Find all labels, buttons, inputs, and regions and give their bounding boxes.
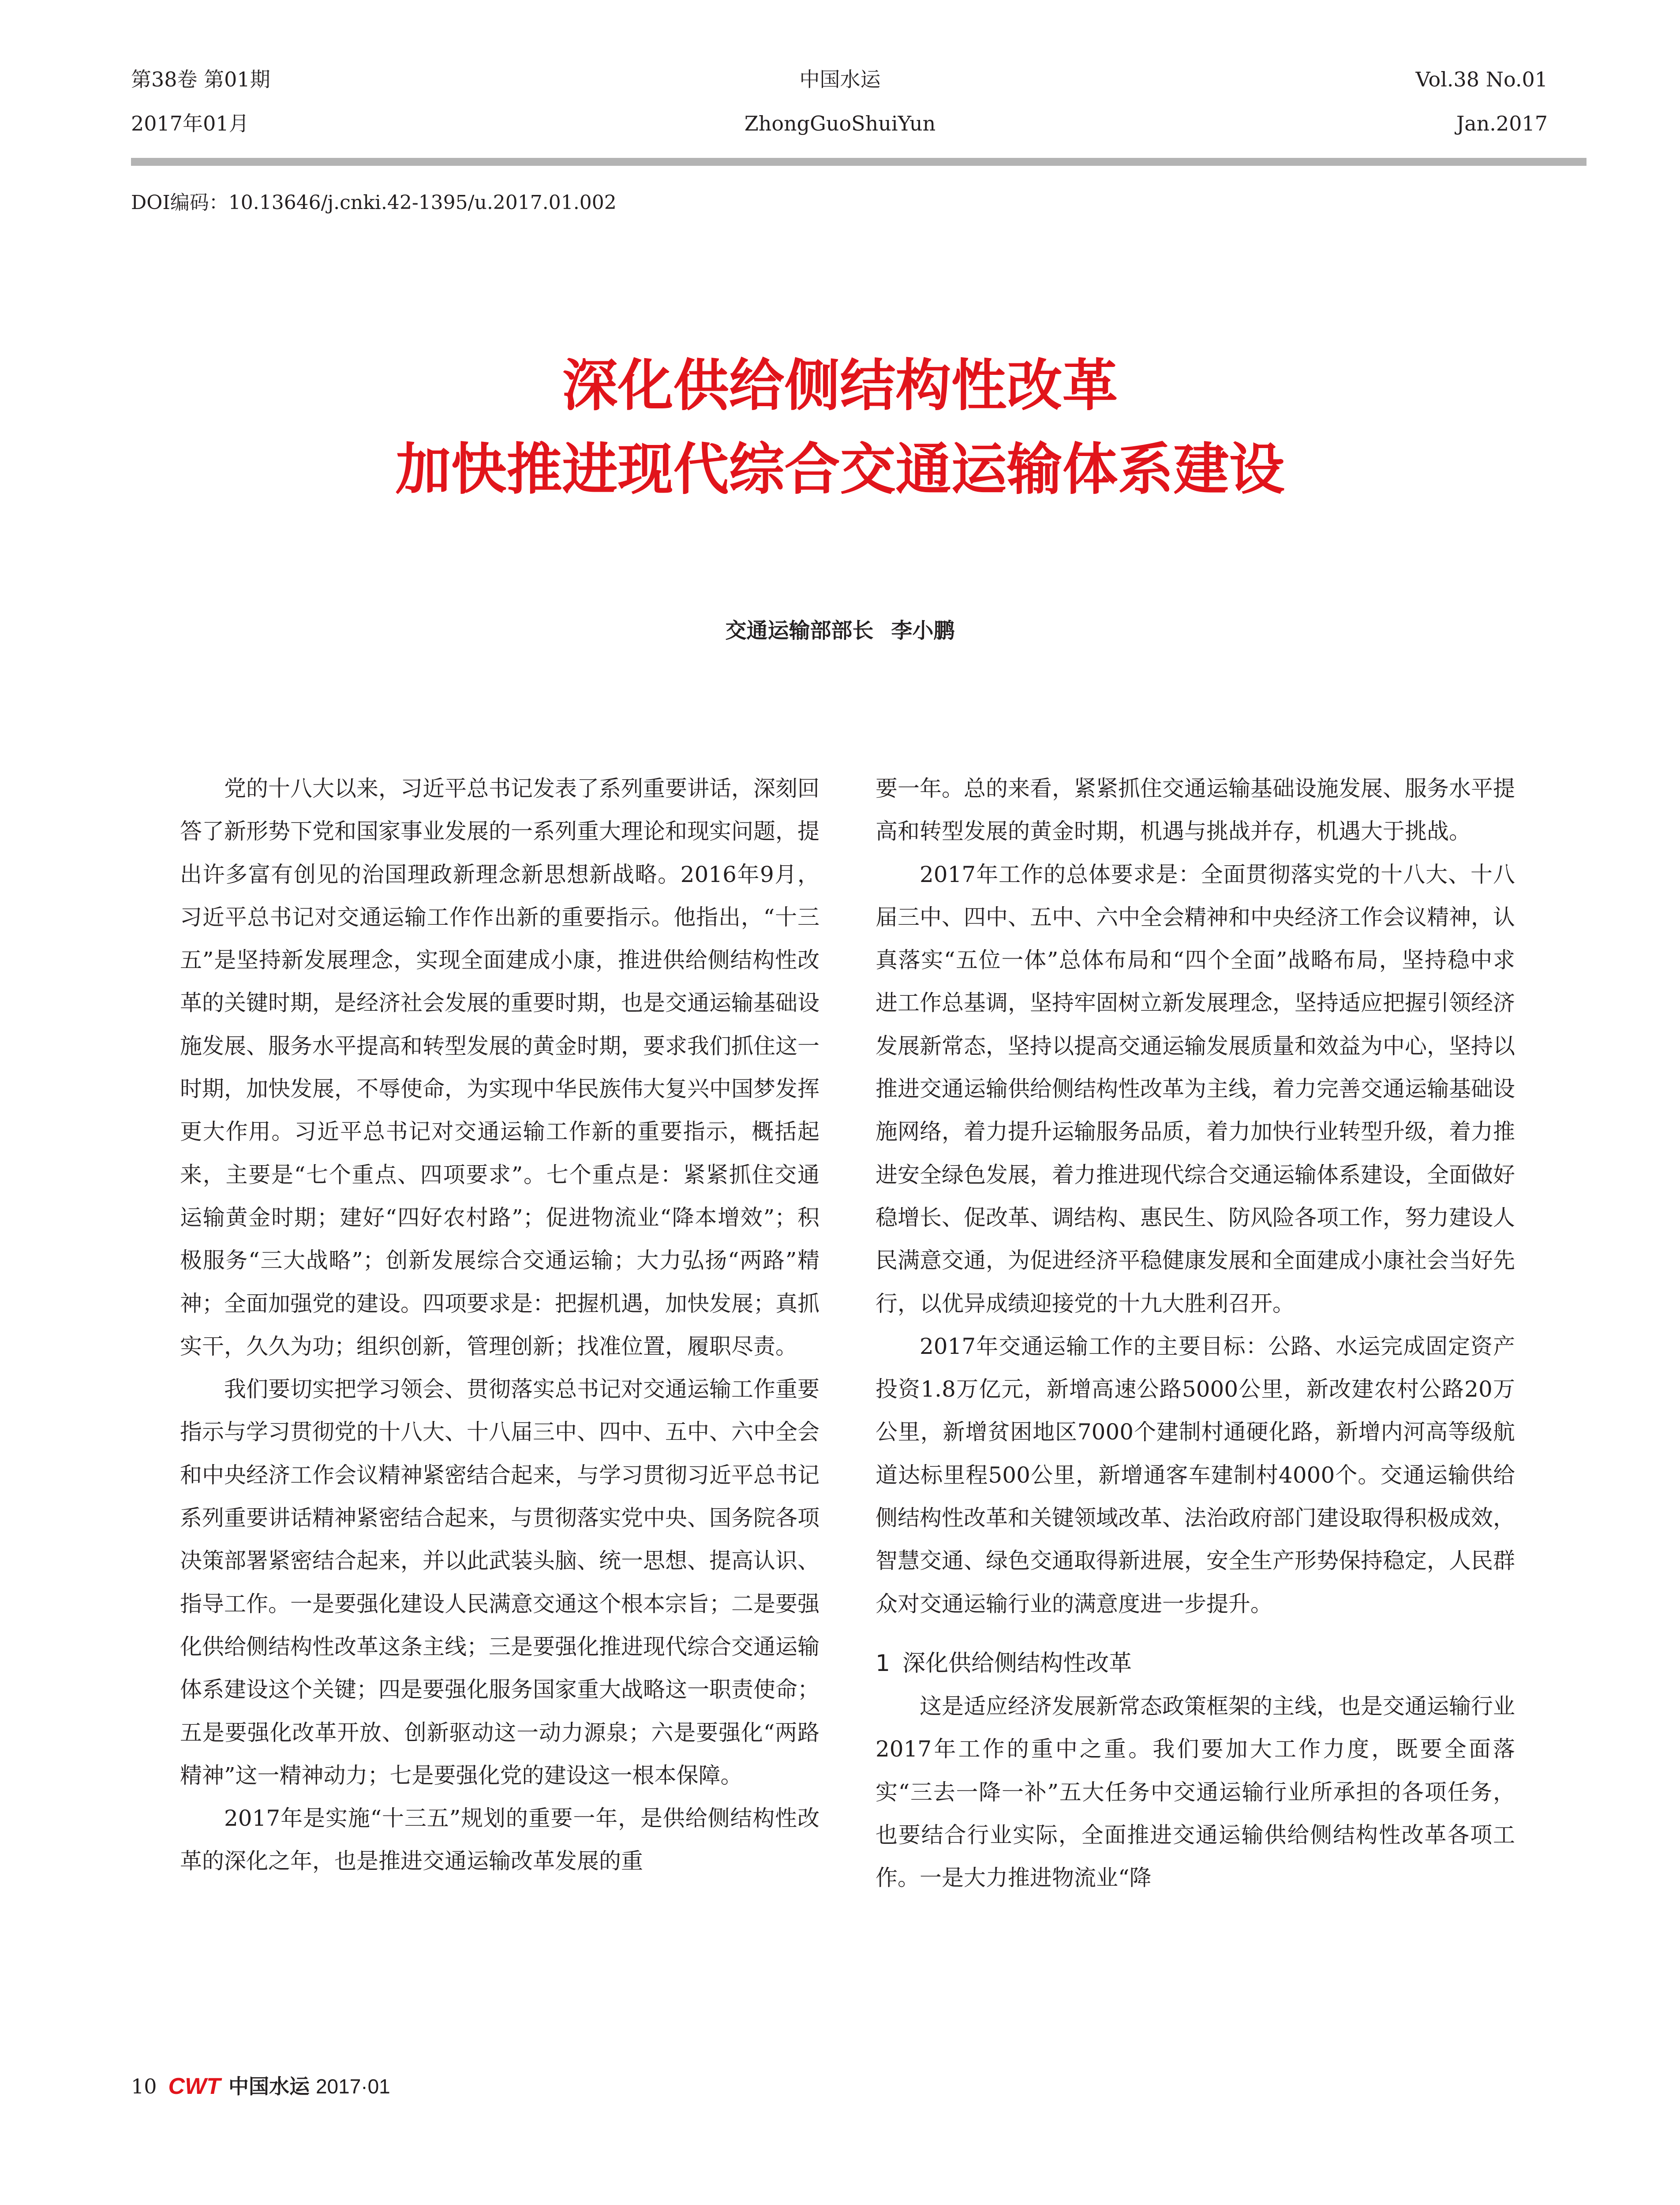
footer-journal-name: 中国水运 <box>228 2074 310 2098</box>
body-paragraph: 2017年交通运输工作的主要目标：公路、水运完成固定资产投资1.8万亿元，新增高速公路5000公里，新改建农村公路20万公里，新增贫困地区7000个建制村通硬化路，新增内河高等级航道达标里程500公里，新增通客车建制村4000个。交通运输供给侧结构性改革和关键领域改革、法治政府部门建设取得积极成效，智慧交通、绿色交通取得新进展，安全生产形势保持稳定，人民群众对交通运输行业的满意度进一步提升。 <box>876 1333 1515 1617</box>
header-volume-issue: 第38卷 第01期 <box>131 67 270 91</box>
section-title: 深化供给侧结构性改革 <box>902 1650 1132 1677</box>
journal-logo: CWT <box>168 2074 221 2099</box>
body-column-left <box>180 767 819 1883</box>
header-volume-issue-en: Vol.38 No.01 <box>1415 67 1548 91</box>
page-number: 10 <box>131 2074 157 2098</box>
page-footer <box>131 2069 390 2100</box>
header-date-en: Jan.2017 <box>1456 112 1548 135</box>
body-paragraph: 党的十八大以来，习近平总书记发表了系列重要讲话，深刻回答了新形势下党和国家事业发展的一系列重大理论和现实问题，提出许多富有创见的治国理政新理念新思想新战略。2016年9月，习近平总书记对交通运输工作作出新的重要指示。他指出，“十三五”是坚持新发展理念，实现全面建成小康，推进供给侧结构性改革的关键时期，是经济社会发展的重要时期，也是交通运输基础设施发展、服务水平提高和转型发展的黄金时期，要求我们抓住这一时期，加快发展，不辱使命，为实现中华民族伟大复兴中国梦发挥更大作用。习近平总书记对交通运输工作新的重要指示，概括起来，主要是“七个重点、四项要求”。七个重点是：紧紧抓住交通运输黄金时期；建好“四好农村路”；促进物流业“降本增效”；积极服务“三大战略”；创新发展综合交通运输；大力弘扬“两路”精神；全面加强党的建设。四项要求是：把握机遇，加快发展；真抓实干，久久为功；组织创新，管理创新；找准位置，履职尽责。 <box>180 776 819 1359</box>
author-byline <box>0 615 1680 646</box>
header-date: 2017年01月 <box>131 112 249 135</box>
header-journal-name: 中国水运 <box>799 67 881 91</box>
article-title-line-1: 深化供给侧结构性改革 <box>562 353 1118 418</box>
section-heading <box>876 1642 1515 1685</box>
body-column-right <box>876 767 1515 1899</box>
footer-issue: 2017·01 <box>315 2075 390 2098</box>
body-paragraph: 2017年是实施“十三五”规划的重要一年，是供给侧结构性改革的深化之年，也是推进交通运输改革发展的重 <box>180 1805 819 1874</box>
article-title-line-2: 加快推进现代综合交通运输体系建设 <box>395 437 1285 502</box>
section-number: 1 <box>876 1650 891 1677</box>
body-paragraph-continuation: 要一年。总的来看，紧紧抓住交通运输基础设施发展、服务水平提高和转型发展的黄金时期，机遇与挑战并存，机遇大于挑战。 <box>876 776 1515 845</box>
body-paragraph: 2017年工作的总体要求是：全面贯彻落实党的十八大、十八届三中、四中、五中、六中全会精神和中央经济工作会议精神，认真落实“五位一体”总体布局和“四个全面”战略布局，坚持稳中求进工作总基调，坚持牢固树立新发展理念，坚持适应把握引领经济发展新常态，坚持以提高交通运输发展质量和效益为中心，坚持以推进交通运输供给侧结构性改革为主线，着力完善交通运输基础设施网络，着力提升运输服务品质，着力加快行业转型升级，着力推进安全绿色发展，着力推进现代综合交通运输体系建设，全面做好稳增长、促改革、调结构、惠民生、防风险各项工作，努力建设人民满意交通，为促进经济平稳健康发展和全面建成小康社会当好先行，以优异成绩迎接党的十九大胜利召开。 <box>876 861 1515 1316</box>
doi-line: DOI编码：10.13646/j.cnki.42-1395/u.2017.01.002 <box>131 191 617 214</box>
body-paragraph: 我们要切实把学习领会、贯彻落实总书记对交通运输工作重要指示与学习贯彻党的十八大、十八届三中、四中、五中、六中全会和中央经济工作会议精神紧密结合起来，与学习贯彻习近平总书记系列重要讲话精神紧密结合起来，与贯彻落实党中央、国务院各项决策部署紧密结合起来，并以此武装头脑、统一思想、提高认识、指导工作。一是要强化建设人民满意交通这个根本宗旨；二是要强化供给侧结构性改革这条主线；三是要强化推进现代综合交通运输体系建设这个关键；四是要强化服务国家重大战略这一职责使命；五是要强化改革开放、创新驱动这一动力源泉；六是要强化“两路精神”这一精神动力；七是要强化党的建设这一根本保障。 <box>180 1376 819 1788</box>
header-divider <box>131 158 1586 166</box>
author-position: 交通运输部部长 <box>725 618 874 643</box>
body-paragraph: 这是适应经济发展新常态政策框架的主线，也是交通运输行业2017年工作的重中之重。我们要加大工作力度，既要全面落实“三去一降一补”五大任务中交通运输行业所承担的各项任务，也要结合行业实际，全面推进交通运输供给侧结构性改革各项工作。一是大力推进物流业“降 <box>876 1693 1515 1891</box>
article-title <box>0 344 1680 512</box>
author-name: 李小鹏 <box>891 618 955 643</box>
header-journal-pinyin: ZhongGuoShuiYun <box>744 112 936 135</box>
